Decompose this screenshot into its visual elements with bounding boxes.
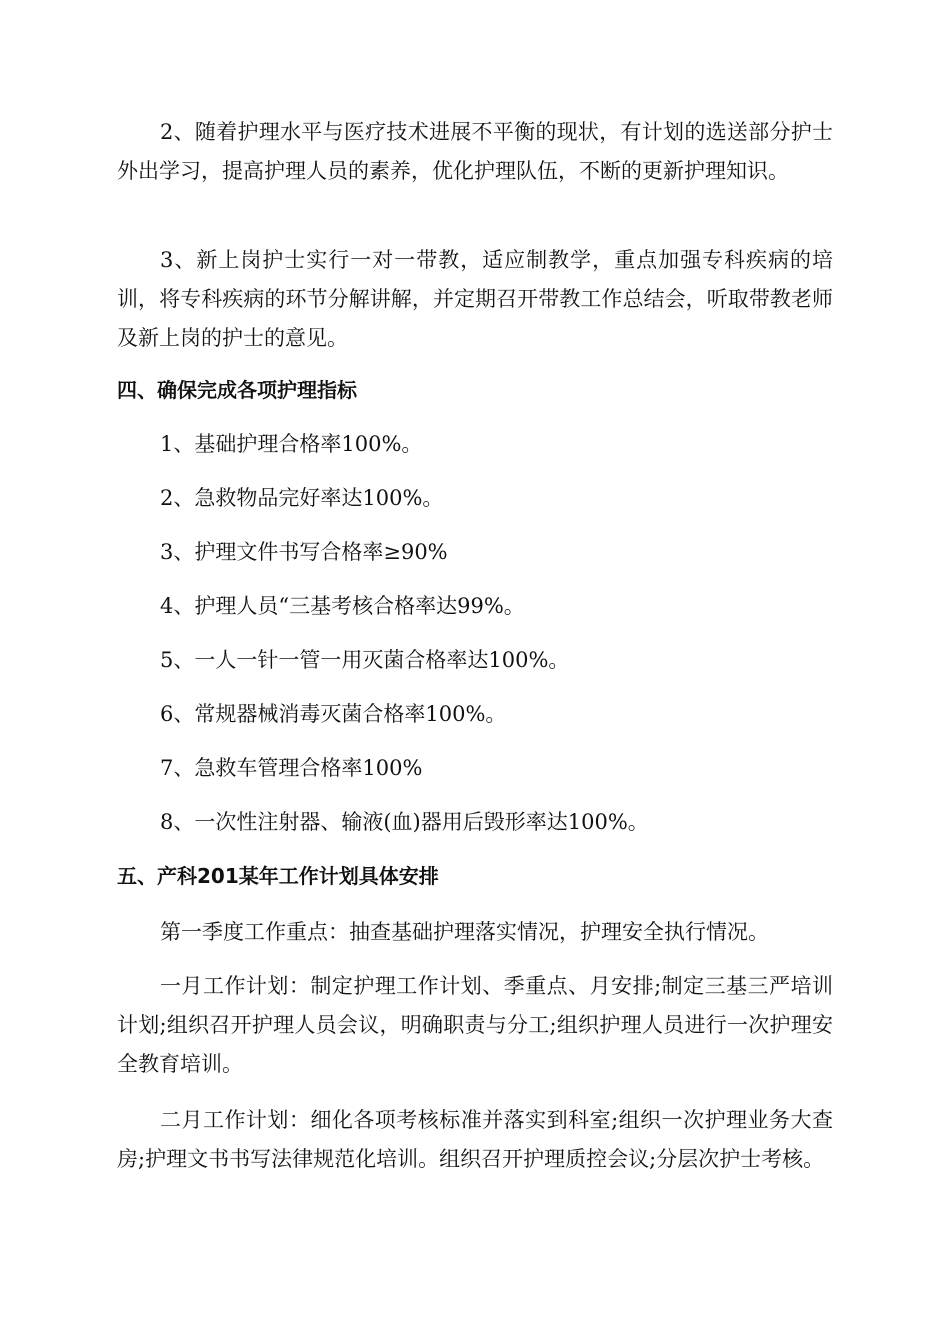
indicator-item-1: 1、基础护理合格率100%。 [160,432,423,456]
indicator-item-8: 8、一次性注射器、输液(血)器用后毁形率达100%。 [160,810,649,834]
january-plan-paragraph: 一月工作计划：制定护理工作计划、季重点、月安排;制定三基三严培训计划;组织召开护理人员会议，明确职责与分工;组织护理人员进行一次护理安全教育培训。 [117,974,833,1076]
indicator-item-5: 5、一人一针一管一用灭菌合格率达100%。 [160,648,570,672]
q1-focus-paragraph: 第一季度工作重点：抽查基础护理落实情况，护理安全执行情况。 [160,920,769,944]
paragraph-new-nurse-mentoring: 3、新上岗护士实行一对一带教，适应制教学，重点加强专科疾病的培训，将专科疾病的环节分解讲解，并定期召开带教工作总结会，听取带教老师及新上岗的护士的意见。 [117,248,833,350]
indicator-item-2: 2、急救物品完好率达100%。 [160,486,444,510]
indicator-item-4: 4、护理人员“三基考核合格率达99%。 [160,594,525,618]
section-4-heading: 四、确保完成各项护理指标 [117,378,357,402]
indicator-item-7: 7、急救车管理合格率100% [160,756,423,780]
indicator-item-3: 3、护理文件书写合格率≥90% [160,540,448,564]
section-5-heading: 五、产科201某年工作计划具体安排 [117,864,439,888]
february-plan-paragraph: 二月工作计划：细化各项考核标准并落实到科室;组织一次护理业务大查房;护理文书书写法律规范化培训。组织召开护理质控会议;分层次护士考核。 [117,1108,833,1171]
paragraph-training-outside: 2、随着护理水平与医疗技术进展不平衡的现状，有计划的选送部分护士外出学习，提高护理人员的素养，优化护理队伍，不断的更新护理知识。 [117,120,833,183]
indicator-item-6: 6、常规器械消毒灭菌合格率100%。 [160,702,507,726]
